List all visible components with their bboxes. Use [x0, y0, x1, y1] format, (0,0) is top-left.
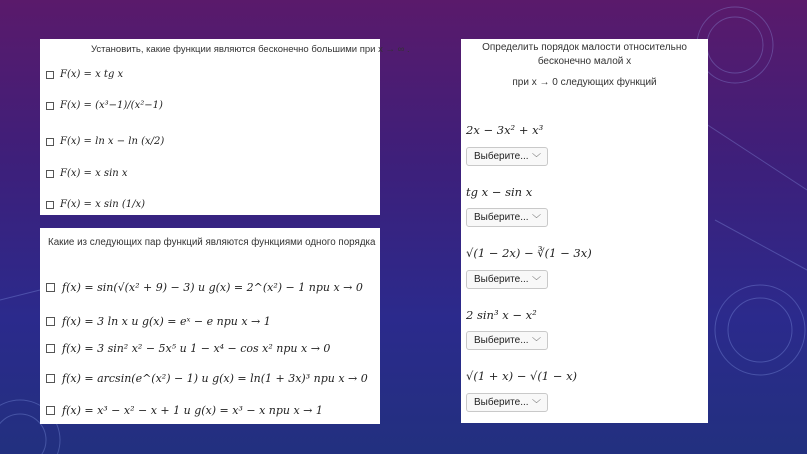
chevron-down-icon: ﹀	[531, 276, 541, 286]
option-3[interactable]: F(x) = ln x − ln (x/2)	[46, 136, 164, 147]
question-title-line1: Определить порядок малости относительно	[482, 42, 687, 53]
checkbox-icon[interactable]	[46, 71, 54, 79]
option-1[interactable]: F(x) = x tg x	[46, 69, 123, 80]
question-title: Установить, какие функции являются бесконечно большими при x → ∞ .	[91, 44, 410, 55]
option-2[interactable]: f(x) = 3 ln x и g(x) = eˣ − e при x → 1	[46, 315, 271, 328]
checkbox-icon[interactable]	[46, 201, 54, 209]
question-title-line2: бесконечно малой x	[537, 56, 632, 67]
checkbox-icon[interactable]	[46, 344, 55, 353]
checkbox-icon[interactable]	[46, 283, 55, 292]
order-select[interactable]: Выберите... ﹀	[466, 208, 548, 227]
order-select[interactable]: Выберите... ﹀	[466, 393, 548, 412]
checkbox-icon[interactable]	[46, 170, 54, 178]
option-1[interactable]: f(x) = sin(√(x² + 9) − 3) и g(x) = 2^(x²) − 1 при x → 0	[46, 281, 363, 294]
order-select[interactable]: Выберите... ﹀	[466, 331, 548, 350]
chevron-down-icon: ﹀	[531, 337, 541, 347]
function-expression: 2 sin³ x − x²	[466, 308, 537, 322]
checkbox-icon[interactable]	[46, 406, 55, 415]
function-expression: √(1 + x) − √(1 − x)	[466, 369, 578, 383]
chevron-down-icon: ﹀	[531, 214, 541, 224]
question-title: Какие из следующих пар функций являются функциями одного порядка	[48, 237, 376, 248]
checkbox-icon[interactable]	[46, 138, 54, 146]
option-2[interactable]: F(x) = (x³−1)/(x²−1)	[46, 100, 163, 111]
option-4[interactable]: f(x) = arcsin(e^(x²) − 1) и g(x) = ln(1 + 3x)³ при x → 0	[46, 372, 368, 385]
function-expression: tg x − sin x	[466, 185, 533, 199]
function-expression: √(1 − 2x) − ∛(1 − 3x)	[466, 246, 592, 260]
checkbox-icon[interactable]	[46, 374, 55, 383]
question-title-line3: при x → 0 следующих функций	[512, 77, 657, 88]
chevron-down-icon: ﹀	[531, 399, 541, 409]
option-5[interactable]: f(x) = x³ − x² − x + 1 и g(x) = x³ − x при x → 1	[46, 404, 323, 417]
checkbox-icon[interactable]	[46, 102, 54, 110]
order-of-smallness-panel	[461, 39, 708, 423]
option-3[interactable]: f(x) = 3 sin² x² − 5x⁵ и 1 − x⁴ − cos x² при x → 0	[46, 342, 330, 355]
same-order-question-panel	[40, 228, 380, 424]
option-4[interactable]: F(x) = x sin x	[46, 168, 128, 179]
order-select[interactable]: Выберите... ﹀	[466, 270, 548, 289]
function-expression: 2x − 3x² + x³	[466, 123, 544, 137]
option-5[interactable]: F(x) = x sin (1/x)	[46, 199, 145, 210]
infinitely-large-question-panel	[40, 39, 410, 215]
chevron-down-icon: ﹀	[531, 153, 541, 163]
order-select[interactable]: Выберите... ﹀	[466, 147, 548, 166]
checkbox-icon[interactable]	[46, 317, 55, 326]
